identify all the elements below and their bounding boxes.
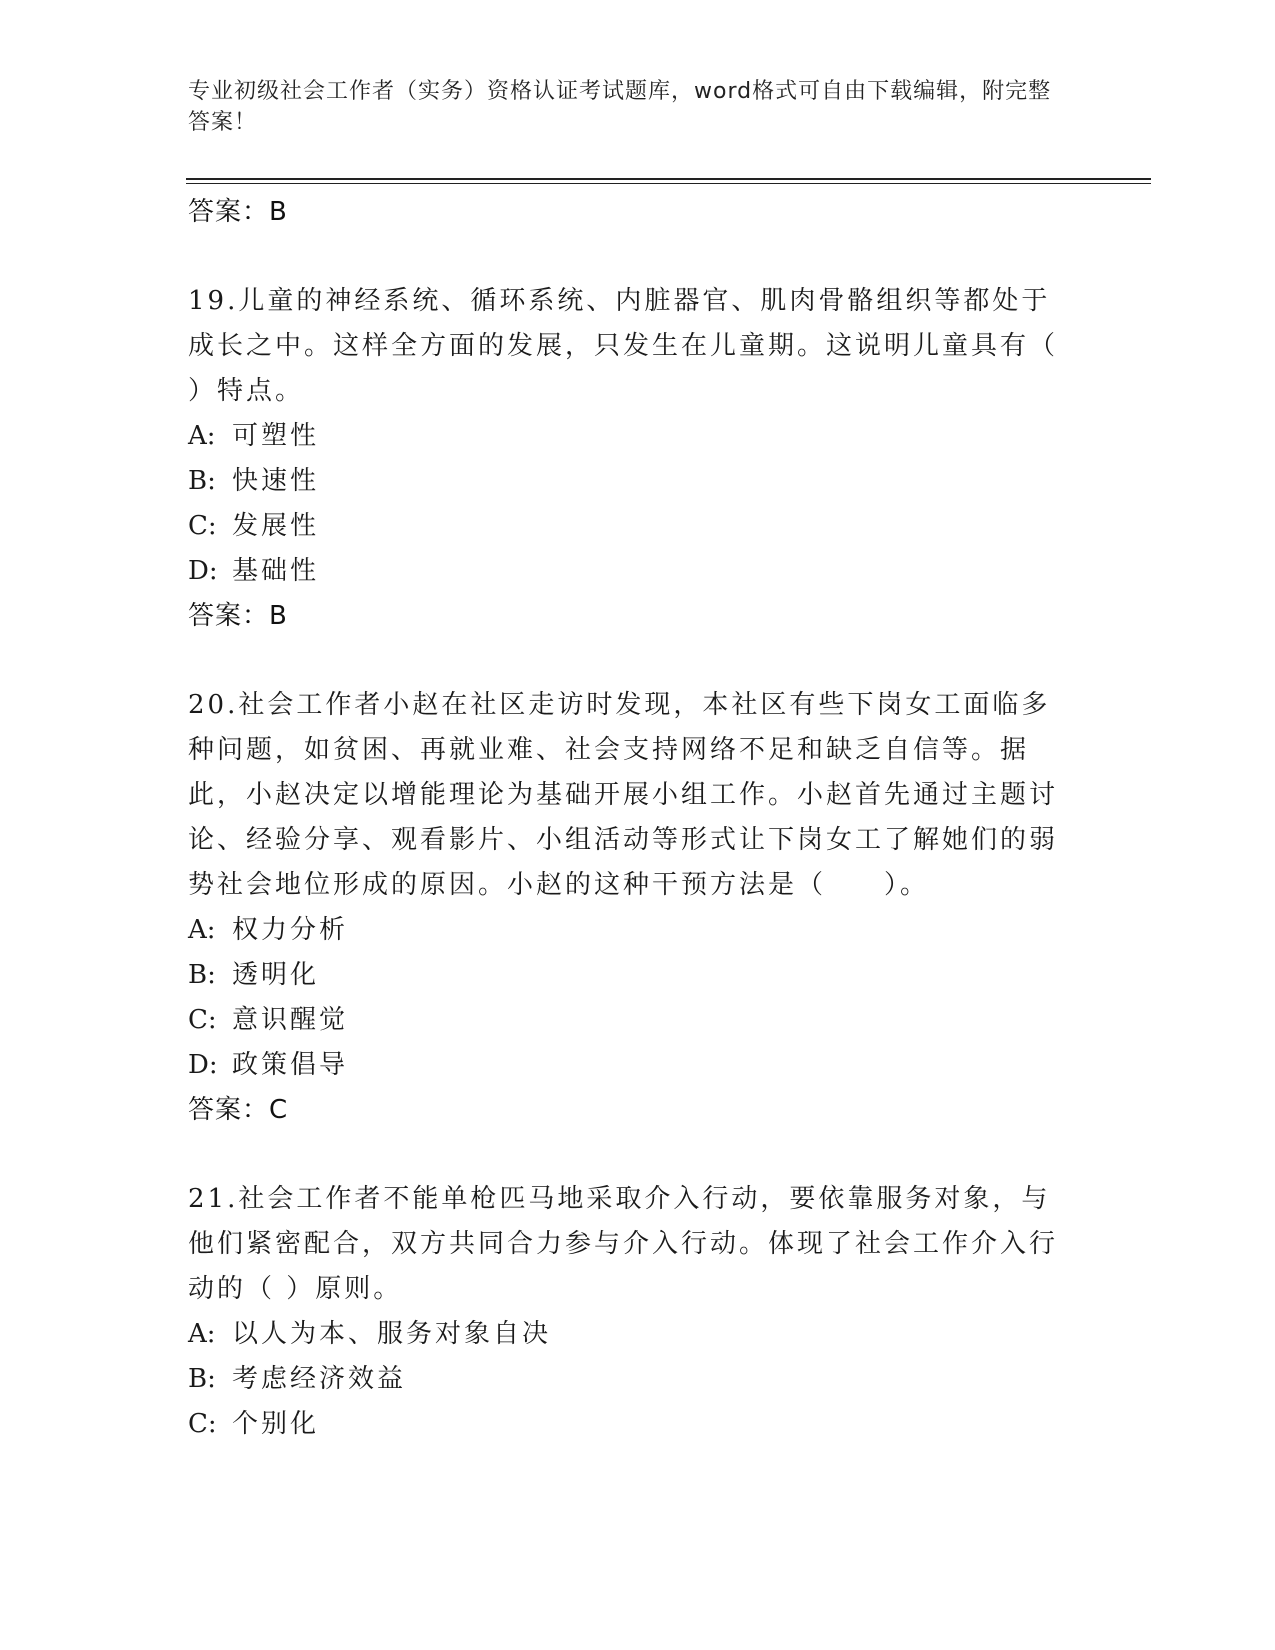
option-letter: A: [188, 421, 216, 451]
option-letter: B: [188, 960, 216, 990]
option-c [188, 1402, 1088, 1447]
header-divider-thin [186, 183, 1151, 184]
option-letter: B: [188, 1364, 216, 1394]
option-letter: A: [188, 1319, 216, 1349]
option-text: 发展性 [232, 511, 320, 541]
option-b [188, 953, 1088, 998]
option-c [188, 998, 1088, 1043]
option-text: 可塑性 [232, 421, 320, 451]
option-a [188, 1312, 1088, 1357]
question-list [188, 190, 1088, 1447]
option-text: 政策倡导 [232, 1050, 349, 1080]
option-text: 权力分析 [232, 915, 349, 945]
answer-line: 答案：C [188, 1095, 289, 1125]
question-block [188, 683, 1088, 1133]
question-block [188, 1177, 1088, 1447]
answer-line: 答案：B [188, 197, 288, 227]
option-letter: C: [188, 511, 217, 541]
option-d [188, 549, 1088, 594]
option-letter: D: [188, 556, 218, 586]
question-text: 20.社会工作者小赵在社区走访时发现，本社区有些下岗女工面临多种问题，如贫困、再就业难、社会支持网络不足和缺乏自信等。据此，小赵决定以增能理论为基础开展小组工作。小赵首先通过主题讨论、经验分享、观看影片、小组活动等形式让下岗女工了解她们的弱势社会地位形成的原因。小赵的这种干预方法是（ ）。 [188, 690, 1059, 900]
option-letter: C: [188, 1409, 217, 1439]
option-letter: B: [188, 466, 216, 496]
option-text: 考虑经济效益 [232, 1364, 407, 1394]
option-b [188, 1357, 1088, 1402]
option-text: 基础性 [232, 556, 320, 586]
option-a [188, 908, 1088, 953]
option-text: 快速性 [232, 466, 320, 496]
option-c [188, 504, 1088, 549]
header-divider [186, 178, 1151, 180]
question-block [188, 279, 1088, 639]
option-a [188, 414, 1088, 459]
answer-line: 答案：B [188, 601, 288, 631]
option-letter: A: [188, 915, 216, 945]
option-text: 以人为本、服务对象自决 [232, 1319, 552, 1349]
question-text: 19.儿童的神经系统、循环系统、内脏器官、肌肉骨骼组织等都处于成长之中。这样全方面的发展，只发生在儿童期。这说明儿童具有（ ）特点。 [188, 286, 1059, 406]
option-text: 个别化 [232, 1409, 320, 1439]
question-text: 21.社会工作者不能单枪匹马地采取介入行动，要依靠服务对象，与他们紧密配合，双方共同合力参与介入行动。体现了社会工作介入行动的（ ）原则。 [188, 1184, 1059, 1304]
page-header: 专业初级社会工作者（实务）资格认证考试题库，word格式可自由下载编辑，附完整答案！ [188, 79, 1052, 135]
option-letter: D: [188, 1050, 218, 1080]
option-text: 透明化 [232, 960, 320, 990]
option-b [188, 459, 1088, 504]
option-letter: C: [188, 1005, 217, 1035]
option-text: 意识醒觉 [232, 1005, 349, 1035]
option-d [188, 1043, 1088, 1088]
